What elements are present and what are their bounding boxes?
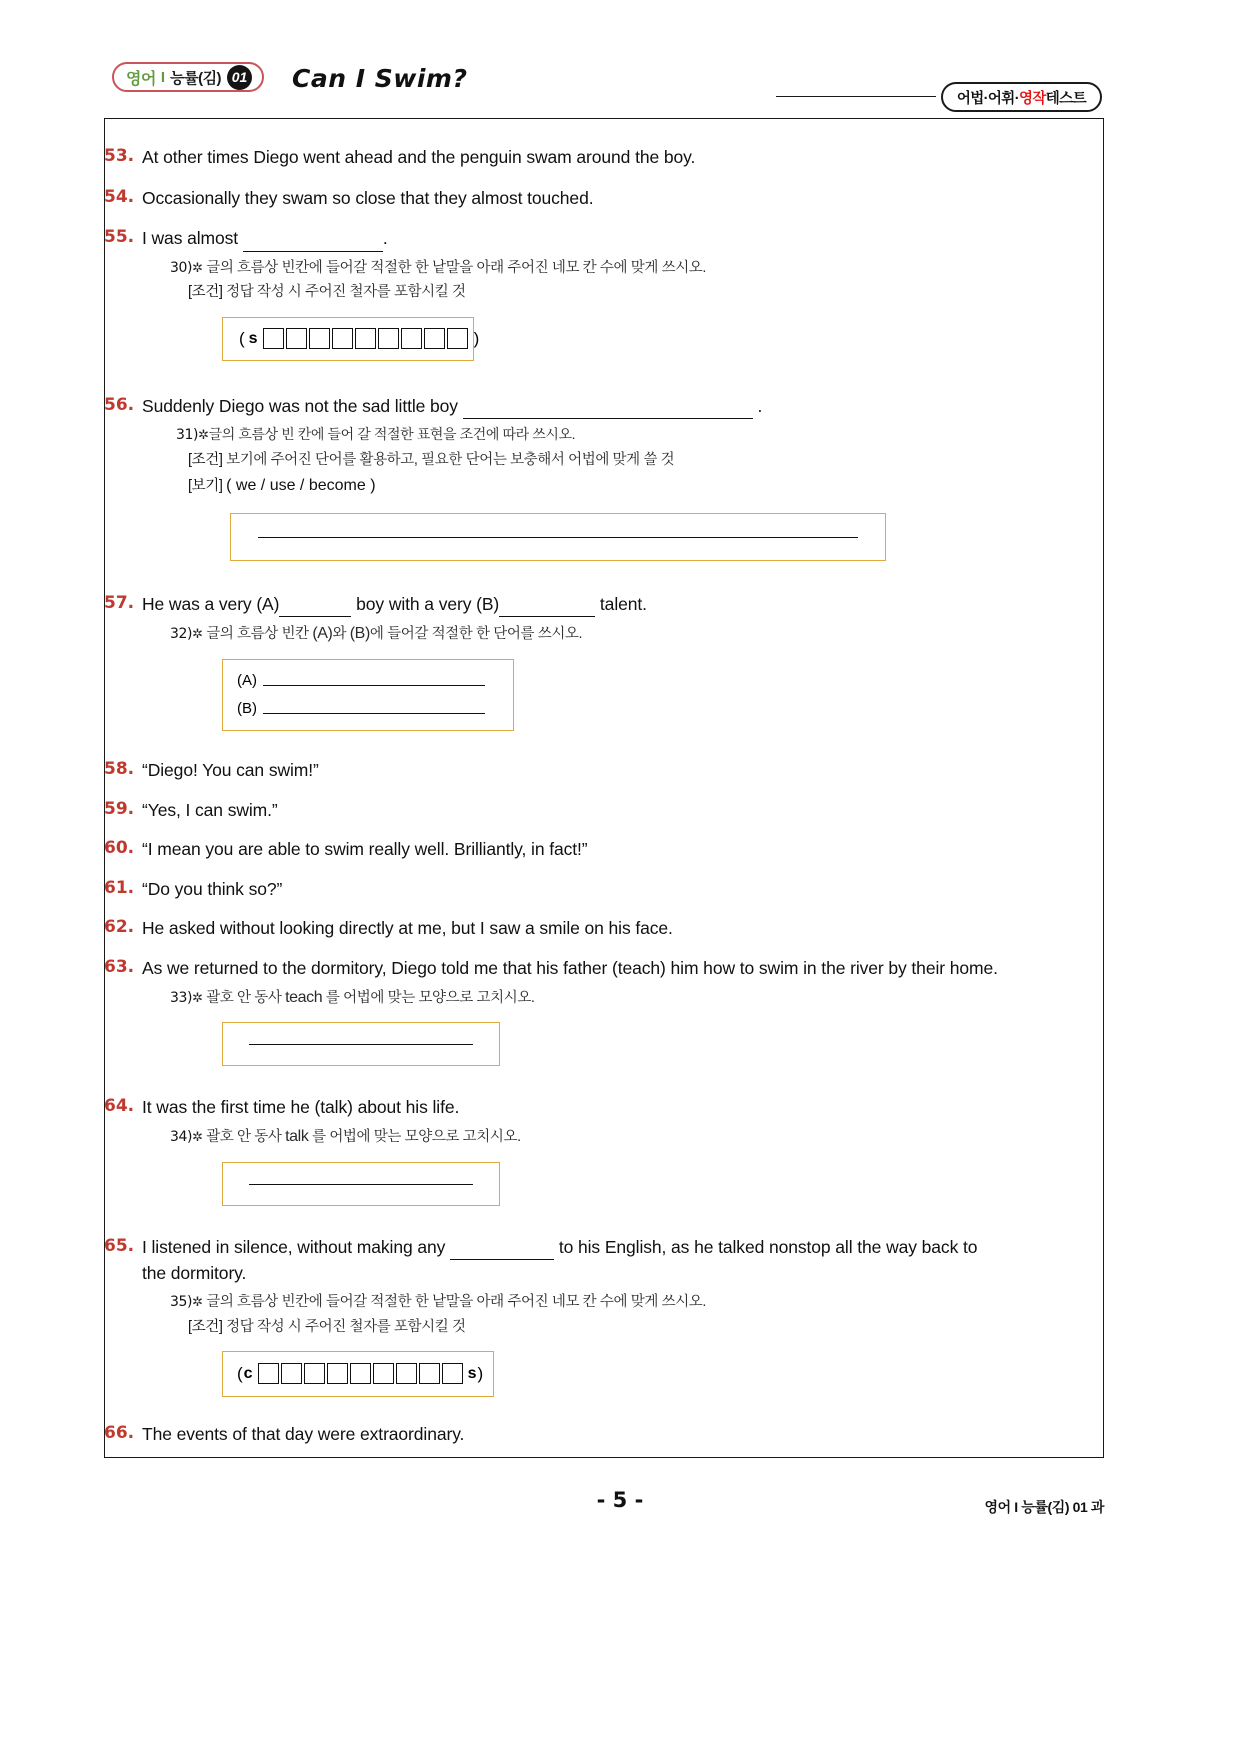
question-text: The events of that day were extraordinary. bbox=[142, 1423, 465, 1444]
seed-letter: s bbox=[248, 329, 258, 347]
question-text-after: . bbox=[757, 395, 763, 416]
question-item bbox=[104, 185, 1104, 212]
letter-boxes[interactable] bbox=[258, 1363, 465, 1384]
question-instruction bbox=[170, 257, 1104, 280]
question-item bbox=[104, 757, 1104, 784]
fill-in-blank[interactable] bbox=[450, 1244, 554, 1260]
question-text-before: I listened in silence, without making any bbox=[142, 1236, 451, 1257]
asterisk-icon: ✲ bbox=[192, 1294, 203, 1310]
condition-text: 보기에 주어진 단어를 활용하고, 필요한 단어는 보충해서 어법에 맞게 쓸 것 bbox=[226, 451, 675, 468]
test-type-badge bbox=[941, 82, 1102, 112]
question-item bbox=[104, 393, 1104, 420]
seed-letter: c bbox=[243, 1364, 253, 1382]
question-instruction bbox=[170, 622, 1104, 647]
instruction-text-pre: 글의 흐름상 빈칸 bbox=[206, 626, 313, 643]
instruction-number: 35) bbox=[170, 1294, 193, 1311]
question-text-before: I was almost bbox=[142, 228, 243, 249]
question-item bbox=[104, 591, 1104, 618]
page-number: - 5 - bbox=[596, 1488, 644, 1512]
lesson-number-badge: 01 bbox=[227, 65, 252, 90]
question-number: 55. bbox=[104, 227, 135, 248]
question-text: At other times Diego went ahead and the penguin swam around the boy. bbox=[142, 147, 696, 167]
instruction-text-pre: 괄호 안 동사 bbox=[206, 989, 286, 1006]
question-number: 65. bbox=[104, 1235, 135, 1256]
answer-label-b: (B) bbox=[237, 700, 257, 718]
instruction-number: 32) bbox=[170, 626, 193, 643]
condition-tag: [조건] bbox=[188, 284, 223, 301]
answer-write-line-b[interactable] bbox=[263, 712, 485, 714]
question-instruction bbox=[176, 424, 1104, 447]
letter-box[interactable] bbox=[447, 328, 468, 349]
question-number: 59. bbox=[104, 798, 135, 819]
question-text-after: to his English, as he talked nonstop all the way back to the dormitory. bbox=[142, 1236, 978, 1284]
condition-text: 정답 작성 시 주어진 철자를 포함시킬 것 bbox=[226, 1318, 466, 1335]
letter-box[interactable] bbox=[281, 1363, 302, 1384]
target-verb: talk bbox=[285, 1128, 309, 1146]
question-item bbox=[104, 1421, 1104, 1448]
question-text bbox=[142, 1234, 1002, 1287]
question-item bbox=[104, 836, 1104, 863]
letter-box[interactable] bbox=[442, 1363, 463, 1384]
question-instruction bbox=[170, 1125, 1104, 1150]
target-verb: teach bbox=[285, 988, 323, 1006]
instruction-text: 글의 흐름상 빈칸에 들어갈 적절한 한 낱말을 아래 주어진 네모 칸 수에 맞게 쓰시오. bbox=[206, 259, 707, 276]
question-instruction bbox=[170, 1291, 1104, 1314]
question-number: 61. bbox=[104, 877, 135, 898]
letter-boxes[interactable] bbox=[263, 328, 470, 349]
question-text: “Yes, I can swim.” bbox=[142, 799, 278, 820]
question-text bbox=[142, 591, 1104, 618]
letter-box[interactable] bbox=[424, 328, 445, 349]
instruction-number: 31) bbox=[176, 427, 199, 444]
instruction-text-pre: 괄호 안 동사 bbox=[206, 1129, 286, 1146]
question-text: “I mean you are able to swim really well. Brilliantly, in fact!” bbox=[142, 839, 588, 860]
instruction-text: 글의 흐름상 빈칸에 들어갈 적절한 한 낱말을 아래 주어진 네모 칸 수에 맞게 쓰시오. bbox=[206, 1294, 707, 1311]
fill-in-blank[interactable] bbox=[243, 236, 383, 252]
instruction-number: 34) bbox=[170, 1129, 193, 1146]
question-text-part-1: He was a very (A) bbox=[142, 593, 280, 614]
question-item bbox=[104, 955, 1104, 982]
question-text-after: . bbox=[382, 228, 388, 249]
answer-write-line[interactable] bbox=[249, 1183, 473, 1185]
question-number: 58. bbox=[104, 759, 135, 780]
close-paren: ) bbox=[473, 328, 480, 348]
open-paren: ( bbox=[237, 1363, 243, 1383]
letter-box[interactable] bbox=[350, 1363, 371, 1384]
letter-box[interactable] bbox=[263, 328, 284, 349]
question-item bbox=[104, 915, 1104, 942]
badge-subject-label: 영어 bbox=[126, 70, 156, 88]
test-type-part-1: 어법·어휘· bbox=[956, 90, 1019, 107]
question-text: He asked without looking directly at me, but I saw a smile on his face. bbox=[142, 918, 673, 939]
wordbank-tag: [보기] bbox=[188, 478, 223, 495]
question-number: 53. bbox=[104, 146, 135, 166]
answer-row-b[interactable] bbox=[237, 700, 513, 717]
test-type-part-2: 테스트 bbox=[1045, 90, 1086, 107]
asterisk-icon: ✲ bbox=[192, 1129, 203, 1145]
question-condition bbox=[188, 1316, 1104, 1339]
question-number: 54. bbox=[104, 186, 135, 207]
fill-in-blank-b[interactable] bbox=[499, 601, 595, 617]
answer-box[interactable] bbox=[230, 513, 886, 561]
asterisk-icon: ✲ bbox=[198, 427, 209, 443]
test-type-part-red: 영작 bbox=[1018, 90, 1046, 107]
answer-write-line-a[interactable] bbox=[263, 684, 485, 686]
question-text-before: Suddenly Diego was not the sad little boy bbox=[142, 395, 463, 416]
condition-tag: [조건] bbox=[188, 1318, 223, 1335]
question-number: 63. bbox=[104, 957, 135, 978]
answer-write-line[interactable] bbox=[249, 1043, 473, 1045]
question-text bbox=[142, 225, 1104, 252]
question-item bbox=[104, 225, 1104, 252]
letter-box[interactable] bbox=[327, 1363, 348, 1384]
answer-box[interactable] bbox=[222, 1351, 494, 1397]
fill-in-blank[interactable] bbox=[463, 403, 753, 419]
instruction-text-post: 를 어법에 맞는 모양으로 고치시오. bbox=[322, 989, 535, 1006]
question-item bbox=[104, 876, 1104, 903]
question-item bbox=[104, 1094, 1104, 1121]
answer-label-a: (A) bbox=[237, 672, 257, 690]
letter-box[interactable] bbox=[396, 1363, 417, 1384]
footer-source-label: 영어 I 능률(김) 01 과 bbox=[984, 1499, 1104, 1515]
page-header bbox=[104, 52, 1104, 114]
question-number: 66. bbox=[104, 1422, 135, 1443]
blank-label-b: (B) bbox=[349, 625, 370, 643]
instruction-number: 30) bbox=[170, 259, 193, 276]
condition-tag: [조건] bbox=[188, 451, 223, 468]
answer-box[interactable] bbox=[222, 317, 480, 361]
letter-box[interactable] bbox=[258, 1363, 279, 1384]
instruction-text: 글의 흐름상 빈 칸에 들어 갈 적절한 표현을 조건에 따라 쓰시오. bbox=[208, 426, 576, 443]
fill-in-blank-a[interactable] bbox=[279, 601, 351, 617]
badge-level-label: I bbox=[160, 68, 166, 86]
question-number: 64. bbox=[104, 1096, 135, 1117]
letter-box[interactable] bbox=[286, 328, 307, 349]
condition-text: 정답 작성 시 주어진 철자를 포함시킬 것 bbox=[226, 284, 466, 301]
question-item bbox=[104, 1234, 1104, 1287]
open-paren: ( bbox=[239, 328, 245, 348]
asterisk-icon: ✲ bbox=[192, 626, 203, 642]
answer-row-a[interactable] bbox=[237, 672, 513, 689]
letter-box[interactable] bbox=[332, 328, 353, 349]
question-text: “Do you think so?” bbox=[142, 878, 283, 899]
tab-connector-rule bbox=[776, 96, 936, 97]
instruction-text-mid: 와 bbox=[332, 626, 350, 643]
instruction-number: 33) bbox=[170, 989, 193, 1006]
questions-container bbox=[104, 118, 1104, 1448]
letter-box[interactable] bbox=[378, 328, 399, 349]
question-text: As we returned to the dormitory, Diego told me that his father (teach) him how to swim in the river by their home. bbox=[142, 958, 998, 979]
letter-box[interactable] bbox=[309, 328, 330, 349]
asterisk-icon: ✲ bbox=[192, 259, 203, 275]
question-text-part-2: boy with a very (B) bbox=[351, 593, 500, 614]
question-item bbox=[104, 797, 1104, 824]
asterisk-icon: ✲ bbox=[192, 989, 203, 1005]
answer-box[interactable] bbox=[222, 1022, 500, 1066]
question-item bbox=[104, 144, 1104, 171]
answer-write-line[interactable] bbox=[258, 536, 858, 538]
badge-publisher-label: 능률(김) bbox=[170, 69, 222, 87]
question-text: Occasionally they swam so close that they almost touched. bbox=[142, 187, 594, 208]
wordbank-words: ( we / use / become ) bbox=[226, 477, 376, 495]
letter-box[interactable] bbox=[419, 1363, 440, 1384]
question-number: 56. bbox=[104, 394, 135, 415]
letter-box[interactable] bbox=[355, 328, 376, 349]
question-text bbox=[142, 393, 1104, 420]
instruction-text-post: 를 어법에 맞는 모양으로 고치시오. bbox=[308, 1129, 521, 1146]
letter-box[interactable] bbox=[401, 328, 422, 349]
letter-box[interactable] bbox=[304, 1363, 325, 1384]
answer-box[interactable] bbox=[222, 1162, 500, 1206]
question-number: 62. bbox=[104, 917, 135, 938]
question-text: It was the first time he (talk) about his life. bbox=[142, 1097, 460, 1118]
question-text: “Diego! You can swim!” bbox=[142, 760, 319, 781]
question-text-part-3: talent. bbox=[595, 593, 647, 614]
question-condition bbox=[188, 449, 1104, 472]
question-instruction bbox=[170, 986, 1104, 1011]
instruction-text-post: 에 들어갈 적절한 한 단어를 쓰시오. bbox=[369, 626, 583, 643]
question-condition bbox=[188, 281, 1104, 304]
page-title: Can I Swim? bbox=[292, 64, 468, 93]
close-paren: ) bbox=[477, 1363, 484, 1383]
question-wordbank bbox=[188, 473, 1104, 499]
answer-box[interactable] bbox=[222, 659, 514, 731]
blank-label-a: (A) bbox=[312, 625, 333, 643]
tail-letter: s bbox=[467, 1364, 477, 1382]
question-number: 60. bbox=[104, 838, 135, 859]
letter-box[interactable] bbox=[373, 1363, 394, 1384]
question-number: 57. bbox=[104, 592, 135, 613]
subject-badge bbox=[112, 62, 264, 92]
